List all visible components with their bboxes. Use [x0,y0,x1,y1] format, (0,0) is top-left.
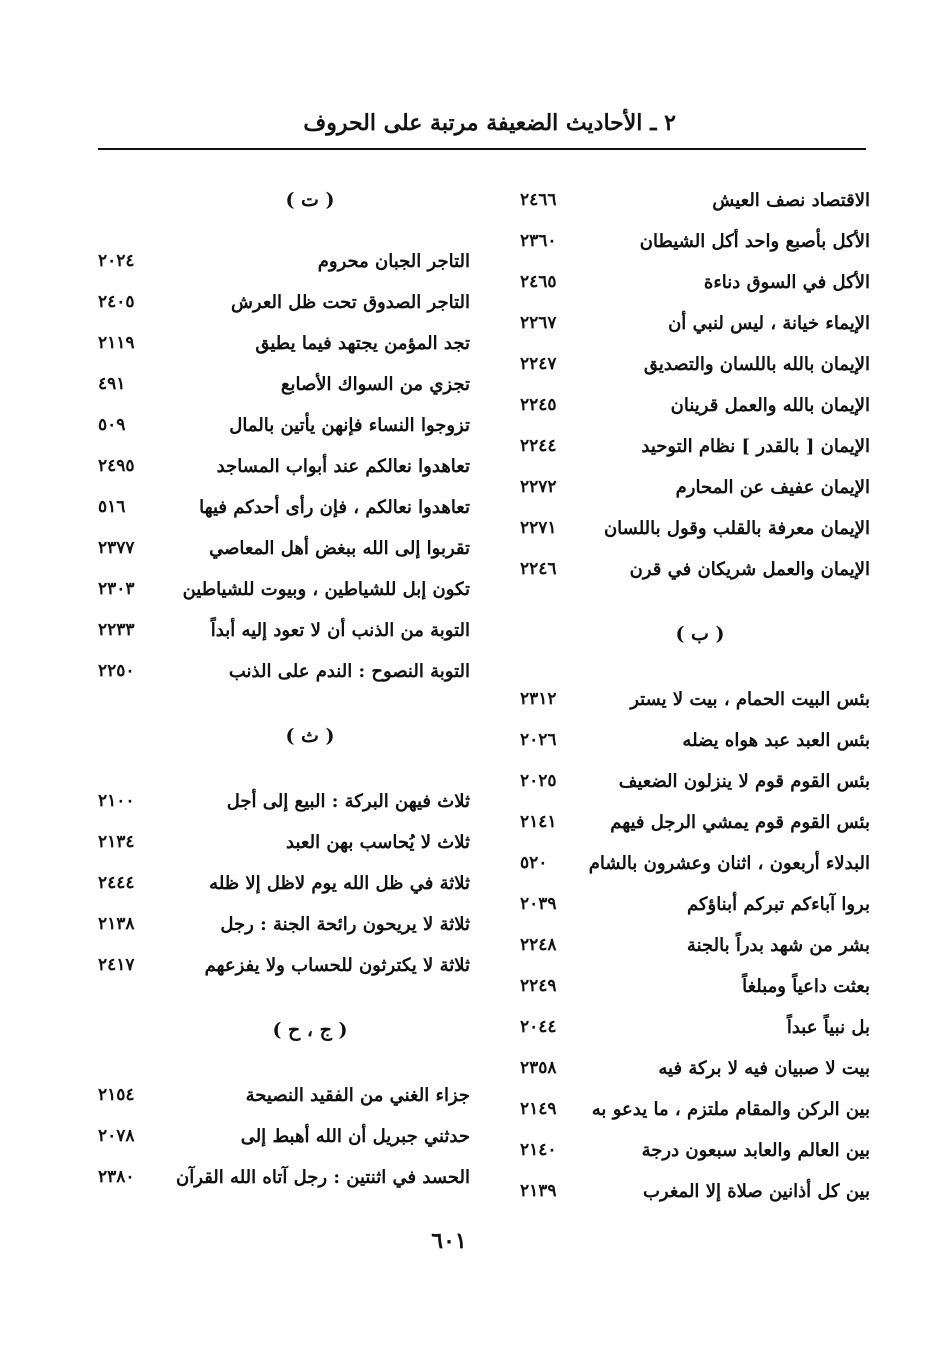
index-entry [490,467,870,508]
entry-number: ٢٢٤٧ [520,354,557,374]
entry-text: حدثني جبريل أن الله أهبط إلى [240,1126,470,1147]
entry-text: الإيمان [ بالقدر ] نظام التوحيد [641,436,870,457]
entry-number: ٥٠٩ [98,415,126,435]
entry-text: بئس البيت الحمام ، بيت لا يستر [630,689,870,710]
index-entry [490,262,870,303]
entry-number: ٢٠٧٨ [98,1126,135,1146]
section-heading-ba: ( ب ) [675,623,725,645]
entry-number: ٢٠٢٦ [520,730,557,750]
entry-number: ٢٢٤٥ [520,395,557,415]
entry-text: الإيمان والعمل شريكان في قرن [629,559,870,580]
entry-number: ٢٢٤٨ [520,935,557,955]
entry-text: تجد المؤمن يجتهد فيما يطيق [255,333,470,354]
entry-text: الإيماء خيانة ، ليس لنبي أن [668,313,870,334]
entry-text: ثلاثة لا يكترثون للحساب ولا يفزعهم [204,955,470,976]
index-entry [490,1171,870,1212]
entry-number: ٢٢٤٦ [520,559,557,579]
entry-text: بين كل أذانين صلاة إلا المغرب [642,1181,870,1202]
index-entry [490,720,870,761]
index-entry [90,282,470,323]
entry-number: ٢٠٤٤ [520,1017,557,1037]
entry-text: الإيمان بالله باللسان والتصديق [643,354,870,375]
entry-text: بين الركن والمقام ملتزم ، ما يدعو به [591,1099,870,1120]
entry-number: ٢١٤٩ [520,1099,557,1119]
entry-text: ثلاثة في ظل الله يوم لاظل إلا ظله [209,873,470,894]
entry-text: الحسد في اثنتين : رجل آتاه الله القرآن [176,1167,470,1188]
index-entry [490,1007,870,1048]
entry-text: تجزي من السواك الأصابع [280,374,470,395]
entry-text: البدلاء أربعون ، اثنان وعشرون بالشام [588,853,870,874]
entry-number: ٢٤٦٥ [520,272,557,292]
entry-text: تقربوا إلى الله ببغض أهل المعاصي [209,538,470,559]
page-number: ٦٠١ [431,1228,467,1254]
entry-text: بعثت داعياً ومبلغاً [742,976,870,997]
entry-number: ٢١١٩ [98,333,135,353]
section-ta [90,241,470,692]
entry-number: ٢٣١٢ [520,689,557,709]
entry-text: الأكل في السوق دناءة [703,272,870,293]
entry-number: ٥٢٠ [520,853,548,873]
index-entry [90,405,470,446]
entry-text: ثلاثة لا يريحون رائحة الجنة : رجل [220,914,470,935]
entry-text: ثلاث لا يُحاسب بهن العبد [286,832,470,853]
entry-number: ٢٢٦٧ [520,313,557,333]
index-column-right [490,180,870,1212]
entry-text: التاجر الصدوق تحت ظل العرش [230,292,470,313]
index-entry [490,925,870,966]
entry-number: ٢٤٤٤ [98,873,135,893]
entry-number: ٢٤٩٥ [98,456,135,476]
entry-number: ٢٠٣٩ [520,894,557,914]
index-entry [490,843,870,884]
index-column-left [90,180,470,1198]
index-entry [490,180,870,221]
entry-number: ٢١٣٨ [98,914,135,934]
entry-text: تعاهدوا نعالكم عند أبواب المساجد [216,456,470,477]
running-title: ٢ ـ الأحاديث الضعيفة مرتبة على الحروف [303,110,676,136]
entry-number: ٤٩١ [98,374,126,394]
index-entry [490,385,870,426]
entry-number: ٢٣٨٠ [98,1167,135,1187]
entry-number: ٢٢٧١ [520,518,557,538]
index-entry [90,241,470,282]
index-entry [90,323,470,364]
index-entry [90,487,470,528]
index-entry [90,446,470,487]
entry-text: بين العالم والعابد سبعون درجة [641,1140,870,1161]
entry-text: ثلاث فيهن البركة : البيع إلى أجل [226,791,470,812]
entry-number: ٢٣٧٧ [98,538,135,558]
entry-number: ٢٣٦٠ [520,231,557,251]
section-heading-jim-ha: ( ج ، ح ) [272,1019,348,1041]
entry-number: ٢١٤٠ [520,1140,557,1160]
entry-text: تكون إبل للشياطين ، وبيوت للشياطين [182,579,470,600]
entry-number: ٢١٥٤ [98,1085,135,1105]
section-alif [490,180,870,590]
index-entry [490,549,870,590]
index-entry [90,364,470,405]
index-entry [490,221,870,262]
index-entry [90,945,470,986]
page-header [98,104,866,150]
entry-text: الإيمان معرفة بالقلب وقول باللسان [603,518,870,539]
entry-text: الإيمان بالله والعمل قرينان [670,395,870,416]
index-entry [490,1048,870,1089]
entry-number: ٢٢٣٣ [98,620,135,640]
index-entry [90,904,470,945]
entry-number: ٢٢٧٢ [520,477,557,497]
entry-text: بئس القوم قوم لا ينزلون الضعيف [618,771,870,792]
index-entry [90,1157,470,1198]
index-entry [490,679,870,720]
entry-number: ٢٠٢٥ [520,771,557,791]
index-entry [490,966,870,1007]
index-entry [90,528,470,569]
index-entry [490,426,870,467]
entry-number: ٢٣٠٣ [98,579,135,599]
entry-text: جزاء الغني من الفقيد النصيحة [245,1085,470,1106]
section-ba [490,679,870,1212]
entry-text: التوبة من الذنب أن لا تعود إليه أبداً [210,620,470,641]
entry-number: ٢٠٢٤ [98,251,135,271]
index-entry [490,1089,870,1130]
index-entry [490,802,870,843]
index-entry [490,344,870,385]
entry-text: تزوجوا النساء فإنهن يأتين بالمال [229,415,470,436]
entry-number: ٢٤٦٦ [520,190,557,210]
index-entry [90,651,470,692]
index-entry [490,884,870,925]
entry-number: ٢١٣٤ [98,832,135,852]
index-entry [90,610,470,651]
entry-number: ٢٤١٧ [98,955,135,975]
entry-text: تعاهدوا نعالكم ، فإن رأى أحدكم فيها [199,497,470,518]
index-entry [90,569,470,610]
entry-text: بل نبياً عبداً [786,1017,870,1038]
entry-text: بشر من شهد بدراً بالجنة [686,935,870,956]
index-entry [90,1075,470,1116]
entry-number: ٢١٠٠ [98,791,135,811]
section-heading-ta: ( ت ) [285,189,335,211]
entry-number: ٢١٣٩ [520,1181,557,1201]
entry-text: الأكل بأصبع واحد أكل الشيطان [639,231,870,252]
section-jim-ha [90,1075,470,1198]
index-entry [490,761,870,802]
entry-text: الاقتصاد نصف العيش [712,190,870,211]
entry-text: بئس العبد عبد هواه يضله [682,730,870,751]
entry-text: بيت لا صبيان فيه لا بركة فيه [658,1058,870,1079]
section-tha [90,781,470,986]
entry-number: ٥١٦ [98,497,126,517]
entry-text: التاجر الجبان محروم [317,251,470,272]
entry-number: ٢٢٤٩ [520,976,557,996]
entry-text: التوبة النصوح : الندم على الذنب [228,661,470,682]
index-entry [490,508,870,549]
index-entry [90,863,470,904]
entry-number: ٢٣٥٨ [520,1058,557,1078]
index-entry [90,781,470,822]
entry-number: ٢١٤١ [520,812,557,832]
entry-text: الإيمان عفيف عن المحارم [675,477,870,498]
index-entry [490,1130,870,1171]
index-entry [90,1116,470,1157]
index-entry [90,822,470,863]
entry-text: بئس القوم قوم يمشي الرجل فيهم [610,812,870,833]
entry-number: ٢٢٥٠ [98,661,135,681]
entry-number: ٢٤٠٥ [98,292,135,312]
index-entry [490,303,870,344]
entry-number: ٢٢٤٤ [520,436,557,456]
entry-text: بروا آباءكم تبركم أبناؤكم [686,894,870,915]
section-heading-tha: ( ث ) [285,725,335,747]
